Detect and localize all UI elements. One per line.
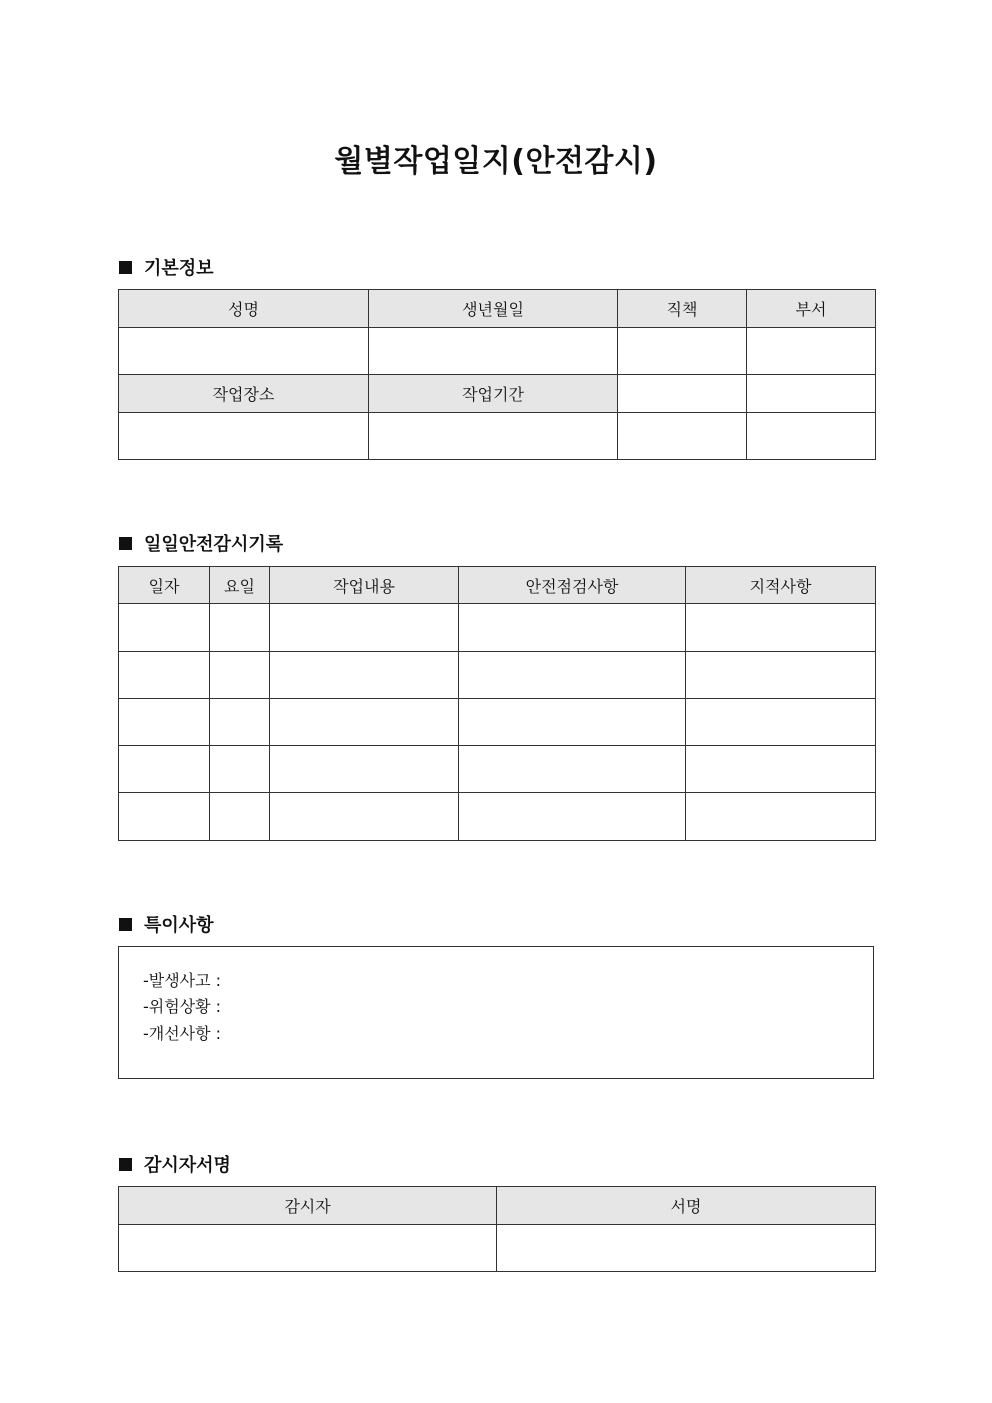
section-signature-heading	[119, 1151, 231, 1177]
header-safety-check: 안전점검사항	[459, 567, 686, 604]
weekday-cell[interactable]	[210, 652, 270, 699]
square-bullet-icon	[119, 537, 132, 550]
extra-cell[interactable]	[747, 375, 876, 413]
findings-cell[interactable]	[686, 793, 876, 841]
section-daily-log-heading	[119, 530, 283, 556]
safety-check-cell[interactable]	[459, 652, 686, 699]
safety-check-cell[interactable]	[459, 746, 686, 793]
remark-improvement: -개선사항 :	[143, 1024, 222, 1043]
header-supervisor: 감시자	[119, 1187, 497, 1225]
work-location-field[interactable]	[119, 413, 369, 460]
date-cell[interactable]	[119, 746, 210, 793]
weekday-cell[interactable]	[210, 604, 270, 652]
daily-log-table	[118, 566, 876, 841]
header-position: 직책	[618, 290, 747, 328]
work-period-field[interactable]	[369, 413, 618, 460]
remark-hazard: -위험상황 :	[143, 997, 222, 1016]
work-content-cell[interactable]	[270, 604, 459, 652]
table-row	[119, 652, 876, 699]
extra-cell[interactable]	[618, 413, 747, 460]
findings-cell[interactable]	[686, 604, 876, 652]
date-cell[interactable]	[119, 793, 210, 841]
work-content-cell[interactable]	[270, 699, 459, 746]
date-cell[interactable]	[119, 699, 210, 746]
weekday-cell[interactable]	[210, 746, 270, 793]
safety-check-cell[interactable]	[459, 699, 686, 746]
square-bullet-icon	[119, 1158, 132, 1171]
header-signature: 서명	[497, 1187, 876, 1225]
page-title: 월별작업일지(안전감시)	[334, 144, 658, 179]
work-content-cell[interactable]	[270, 746, 459, 793]
table-row	[119, 604, 876, 652]
findings-cell[interactable]	[686, 746, 876, 793]
work-content-cell[interactable]	[270, 793, 459, 841]
date-cell[interactable]	[119, 652, 210, 699]
table-row	[119, 699, 876, 746]
section-remarks-heading	[119, 911, 214, 937]
weekday-cell[interactable]	[210, 793, 270, 841]
header-work-period: 작업기간	[369, 375, 618, 413]
birthdate-field[interactable]	[369, 328, 618, 375]
extra-cell[interactable]	[747, 413, 876, 460]
header-work-location: 작업장소	[119, 375, 369, 413]
header-birthdate: 생년월일	[369, 290, 618, 328]
header-date: 일자	[119, 567, 210, 604]
position-field[interactable]	[618, 328, 747, 375]
square-bullet-icon	[119, 918, 132, 931]
header-work-content: 작업내용	[270, 567, 459, 604]
extra-cell[interactable]	[618, 375, 747, 413]
date-cell[interactable]	[119, 604, 210, 652]
basic-info-table	[118, 289, 876, 460]
remarks-box[interactable]	[118, 946, 874, 1079]
weekday-cell[interactable]	[210, 699, 270, 746]
square-bullet-icon	[119, 261, 132, 274]
header-findings: 지적사항	[686, 567, 876, 604]
table-row	[119, 793, 876, 841]
section-title: 감시자서명	[144, 1155, 231, 1176]
findings-cell[interactable]	[686, 699, 876, 746]
section-title: 기본정보	[144, 258, 214, 279]
work-content-cell[interactable]	[270, 652, 459, 699]
remark-incident: -발생사고 :	[143, 971, 222, 990]
signature-table	[118, 1186, 876, 1272]
header-department: 부서	[747, 290, 876, 328]
header-weekday: 요일	[210, 567, 270, 604]
safety-check-cell[interactable]	[459, 793, 686, 841]
department-field[interactable]	[747, 328, 876, 375]
section-title: 일일안전감시기록	[144, 534, 284, 555]
section-basic-info-heading	[119, 254, 214, 280]
table-row	[119, 746, 876, 793]
safety-check-cell[interactable]	[459, 604, 686, 652]
supervisor-field[interactable]	[119, 1225, 497, 1272]
findings-cell[interactable]	[686, 652, 876, 699]
name-field[interactable]	[119, 328, 369, 375]
signature-field[interactable]	[497, 1225, 876, 1272]
section-title: 특이사항	[144, 915, 214, 936]
header-name: 성명	[119, 290, 369, 328]
